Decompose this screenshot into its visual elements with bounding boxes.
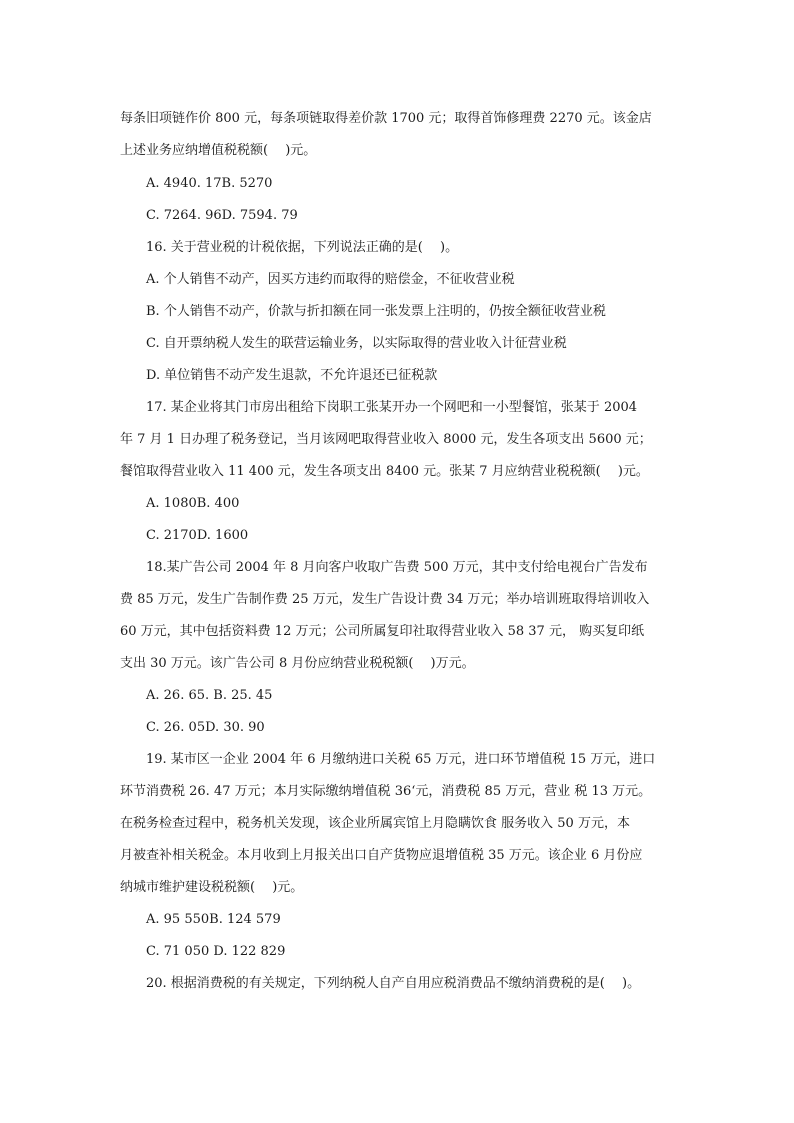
text-line: 上述业务应纳增值税税额( )元。 [120, 143, 317, 158]
text-line: 支出 30 万元。该广告公司 8 月份应纳营业税税额( )万元。 [120, 656, 475, 671]
option-line: C. 26. 05D. 30. 90 [146, 720, 265, 735]
text-line: 费 85 万元，发生广告制作费 25 万元，发生广告设计费 34 万元；举办培训班取得培训收入 [120, 592, 650, 607]
question-19-stem: 19. 某市区一企业 2004 年 6 月缴纳进口关税 65 万元，进口环节增值税 15 万元，进口 [146, 752, 656, 767]
option-line: C. 自开票纳税人发生的联营运输业务，以实际取得的营业收入计征营业税 [146, 336, 567, 351]
text-line: 餐馆取得营业收入 11 400 元，发生各项支出 8400 元。张某 7 月应纳营业税税额( )元。 [120, 464, 649, 479]
option-line: A. 95 550B. 124 579 [146, 912, 281, 927]
option-line: C. 7264. 96D. 7594. 79 [146, 208, 298, 223]
question-16-stem: 16. 关于营业税的计税依据，下列说法正确的是( )。 [146, 240, 459, 255]
text-line: 纳城市维护建设税税额( )元。 [120, 880, 304, 895]
option-line: C. 71 050 D. 122 829 [146, 944, 286, 959]
text-line: 年 7 月 1 日办理了税务登记，当月该网吧取得营业收入 8000 元，发生各项支出 5600 元； [120, 432, 652, 447]
text-line: 在税务检查过程中，税务机关发现，该企业所属宾馆上月隐瞒饮食 服务收入 50 万元，本 [120, 816, 630, 831]
question-20-stem: 20. 根据消费税的有关规定，下列纳税人自产自用应税消费品不缴纳消费税的是( )。 [146, 976, 641, 991]
option-line: A. 1080B. 400 [146, 496, 240, 511]
option-line: B. 个人销售不动产，价款与折扣额在同一张发票上注明的，仍按全额征收营业税 [146, 304, 606, 319]
question-17-stem: 17. 某企业将其门市房出租给下岗职工张某开办一个网吧和一小型餐馆，张某于 2004 [146, 400, 638, 415]
text-line: 环节消费税 26. 47 万元；本月实际缴纳增值税 36‘元，消费税 85 万元，营业 税 13 万元。 [120, 784, 652, 799]
text-line: 每条旧项链作价 800 元，每条项链取得差价款 1700 元；取得首饰修理费 2270 元。该金店 [120, 111, 652, 126]
text-line: 月被查补相关税金。本月收到上月报关出口自产货物应退增值税 35 万元。该企业 6 月份应 [120, 848, 643, 863]
option-line: A. 26. 65. B. 25. 45 [146, 688, 273, 703]
question-18-stem: 18.某广告公司 2004 年 8 月向客户收取广告费 500 万元，其中支付给电视台广告发布 [146, 560, 648, 575]
option-line: D. 单位销售不动产发生退款，不允许退还已征税款 [146, 368, 438, 383]
option-line: A. 4940. 17B. 5270 [146, 176, 273, 191]
text-line: 60 万元，其中包括资料费 12 万元；公司所属复印社取得营业收入 58 37 元， 购买复印纸 [120, 624, 645, 639]
option-line: C. 2170D. 1600 [146, 528, 249, 543]
option-line: A. 个人销售不动产，因买方违约而取得的赔偿金，不征收营业税 [146, 272, 515, 287]
